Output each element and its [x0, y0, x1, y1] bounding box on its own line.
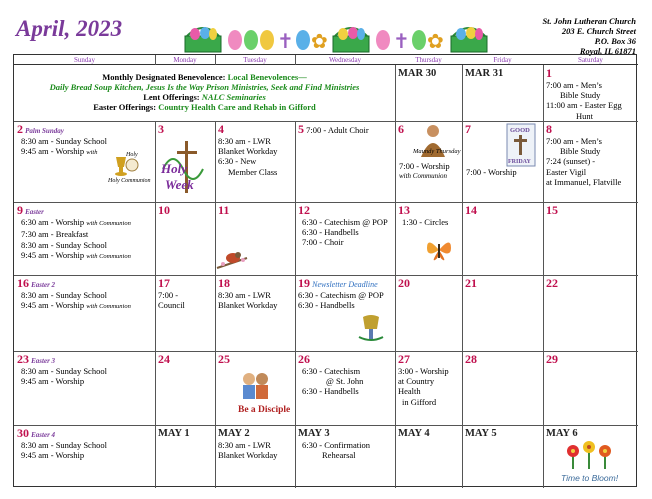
- date-label: MAY 3: [298, 428, 330, 439]
- event-line: 1:30 - Circles: [402, 217, 449, 227]
- date-label: 6: [398, 122, 404, 136]
- date-label: 7: [465, 122, 471, 136]
- event-sub: with Communion: [399, 172, 448, 181]
- day-header-sunday: Sunday: [14, 55, 155, 65]
- day-cell-7[interactable]: [462, 121, 543, 202]
- day-header-wednesday: Wednesday: [295, 55, 395, 65]
- event-line: Bible Study: [560, 146, 601, 157]
- day-cell-18[interactable]: [215, 275, 295, 351]
- calendar-grid: [13, 54, 637, 487]
- event-line: at Country: [398, 376, 435, 387]
- event-line: 11:00 am - Easter Egg: [546, 100, 622, 111]
- event-line: Council: [158, 300, 185, 311]
- benevolence-value: Local Benevolences—: [227, 72, 307, 82]
- event-line: Rehearsal: [322, 450, 356, 461]
- date-label: 9: [17, 203, 23, 217]
- day-cell-may3[interactable]: [295, 425, 395, 488]
- date-label: 2: [17, 122, 23, 136]
- day-cell-27[interactable]: [395, 351, 462, 425]
- event-line: 7:00 -: [158, 290, 179, 300]
- event-sub: with: [86, 149, 98, 157]
- event-sub: with Communion: [86, 252, 131, 260]
- event-line: 6:30 - Confirmation: [302, 440, 370, 450]
- event-line: 7:00 - Worship: [399, 161, 450, 171]
- church-city: Royal, IL 61871: [579, 46, 636, 56]
- easter-label: Easter Offerings:: [93, 102, 157, 112]
- day-cell-19[interactable]: [295, 275, 395, 351]
- disciple-caption: Be a Disciple: [238, 405, 291, 415]
- event-line: 6:30 - Handbells: [302, 227, 359, 238]
- day-cell-16[interactable]: [14, 275, 155, 351]
- day-header-saturday: Saturday: [543, 55, 638, 65]
- church-po-box: P.O. Box 36: [594, 36, 636, 46]
- event-line: 6:30 - Catechism @ POP: [298, 290, 384, 301]
- grid-line: [155, 55, 156, 65]
- event-line: Blanket Workday: [218, 146, 278, 157]
- date-label: 10: [158, 203, 170, 217]
- date-label: 17: [158, 276, 170, 290]
- event-line: 8:30 am - Sunday School: [21, 366, 107, 377]
- day-cell-30[interactable]: [14, 425, 155, 488]
- day-cell-2[interactable]: [14, 121, 155, 202]
- day-cell-6[interactable]: [395, 121, 462, 202]
- day-cell-8[interactable]: [543, 121, 638, 202]
- cross-icon: ✝: [277, 31, 294, 53]
- event-line: Blanket Workday: [218, 450, 278, 461]
- day-header-friday: Friday: [462, 55, 543, 65]
- date-label: 1: [546, 66, 552, 80]
- day-tag: Easter 3: [31, 357, 56, 365]
- event-line: 6:30 - Catechism @ POP: [302, 217, 388, 227]
- date-label: MAR 30: [398, 68, 437, 79]
- date-label: MAY 2: [218, 428, 250, 439]
- bird-on-branch-icon: [217, 246, 247, 272]
- day-cell-14[interactable]: [462, 202, 543, 275]
- date-label: 4: [218, 122, 224, 136]
- date-label: 21: [465, 276, 477, 290]
- event-line: 9:45 am - Worship: [21, 146, 85, 157]
- event-line: 7:00 - Choir: [302, 237, 344, 248]
- lent-value: NALC Seminaries: [201, 92, 266, 102]
- date-label: 12: [298, 203, 310, 217]
- date-label: MAR 31: [465, 68, 504, 79]
- day-cell-5[interactable]: [295, 121, 395, 202]
- event-line: 7:30 am - Breakfast: [21, 229, 89, 240]
- date-label: 20: [398, 276, 410, 290]
- date-label: 27: [398, 352, 410, 366]
- day-cell-may6[interactable]: [543, 425, 638, 488]
- grid-line: [295, 55, 296, 65]
- day-tag: Easter: [25, 208, 44, 216]
- event-line: in Gifford: [402, 396, 437, 407]
- event-line: 6:30 - Handbells: [302, 386, 359, 397]
- day-cell-24[interactable]: [155, 351, 215, 425]
- good-friday-icon: [506, 123, 536, 167]
- date-label: 25: [218, 352, 230, 366]
- event-line: 8:30 am - Sunday School: [21, 239, 107, 250]
- event-line: 8:30 am - LWR: [218, 290, 271, 300]
- event-line: 6:30 - New: [218, 156, 257, 167]
- date-label: 13: [398, 203, 410, 217]
- calendar-title: April, 2023: [16, 16, 123, 41]
- date-label: MAY 4: [398, 428, 430, 439]
- communion-icon: [104, 151, 151, 184]
- day-cell-10[interactable]: [155, 202, 215, 275]
- grid-line: [215, 55, 216, 65]
- day-cell-4[interactable]: [215, 121, 295, 202]
- event-line: 6:30 am - Worship: [21, 217, 85, 228]
- event-line: 8:30 am - LWR: [218, 440, 271, 450]
- egg-icon: [244, 30, 258, 50]
- event-sub: with Communion: [86, 220, 131, 228]
- day-cell-9[interactable]: [14, 202, 155, 275]
- day-cell-11[interactable]: [215, 202, 295, 275]
- event-line: Bible Study: [560, 90, 601, 101]
- event-line: 3:00 - Worship: [398, 366, 449, 376]
- day-cell-may2[interactable]: [215, 425, 295, 488]
- day-cell-17[interactable]: [155, 275, 215, 351]
- event-line: 8:30 am - Sunday School: [21, 440, 107, 451]
- basket-icon: [185, 27, 221, 52]
- day-header-thursday: Thursday: [395, 55, 462, 65]
- event-line: 7:00 am - Men’s: [546, 80, 602, 90]
- event-line: 6:30 - Handbells: [298, 300, 355, 311]
- day-cell-3[interactable]: [155, 121, 215, 202]
- maundy-caption: Maundy Thursday: [413, 148, 461, 155]
- easter-value: Country Health Care and Rehab in Gifford: [158, 102, 316, 112]
- date-label: 15: [546, 203, 558, 217]
- day-cell-25[interactable]: [215, 351, 295, 425]
- date-label: 24: [158, 352, 170, 366]
- day-cell-15[interactable]: [543, 202, 638, 275]
- date-label: MAY 6: [546, 428, 578, 439]
- date-label: MAY 1: [158, 428, 190, 439]
- event-sub: with Communion: [86, 303, 131, 311]
- svg-text:FRIDAY: FRIDAY: [508, 159, 531, 165]
- day-cell-23[interactable]: [14, 351, 155, 425]
- event-line: 8:30 am - Sunday School: [21, 290, 107, 301]
- communion-caption: Holy Communion: [108, 178, 151, 184]
- newsletter-deadline: Newsletter Deadline: [312, 280, 378, 289]
- event-line: 9:45 am - Worship: [21, 249, 85, 260]
- date-label: 29: [546, 352, 558, 366]
- date-label: 3: [158, 122, 164, 136]
- maundy-thursday-icon: [413, 123, 461, 159]
- egg-icon: [260, 30, 274, 50]
- event-line: at Immanuel, Flatville: [546, 176, 622, 187]
- day-cell-may1[interactable]: [155, 425, 215, 488]
- day-cell-may5[interactable]: [462, 425, 543, 488]
- event-line: 7:00 - Adult Choir: [306, 125, 369, 135]
- offerings-notes: [14, 65, 395, 121]
- day-cell-13[interactable]: [395, 202, 462, 275]
- event-line: Health: [398, 386, 421, 397]
- svg-text:Week: Week: [165, 177, 194, 192]
- date-label: 16: [17, 276, 29, 290]
- day-cell-26[interactable]: [295, 351, 395, 425]
- day-tag: Easter 4: [31, 431, 56, 439]
- svg-text:GOOD: GOOD: [510, 127, 530, 134]
- day-tag: Easter 2: [31, 281, 56, 289]
- date-label: 22: [546, 276, 558, 290]
- handbell-icon: [355, 311, 387, 343]
- butterfly-icon: [425, 236, 453, 264]
- day-cell-12[interactable]: [295, 202, 395, 275]
- day-tag: Palm Sunday: [25, 127, 64, 135]
- benevolence-label: Monthly Designated Benevolence:: [102, 72, 226, 82]
- date-label: 30: [17, 426, 29, 440]
- be-a-disciple-icon: [235, 369, 291, 415]
- egg-icon: [228, 30, 242, 50]
- lent-label: Lent Offerings:: [143, 92, 200, 102]
- date-label: 14: [465, 203, 477, 217]
- time-to-bloom-icon: [559, 439, 619, 485]
- flower-icon: ✿: [427, 31, 444, 53]
- event-line: 9:45 am - Worship: [21, 450, 85, 461]
- event-line: 8:30 am - LWR: [218, 136, 271, 146]
- svg-text:Holy: Holy: [126, 152, 138, 158]
- event-line: Blanket Workday: [218, 300, 278, 311]
- day-cell-22[interactable]: [543, 275, 638, 351]
- egg-icon: [412, 30, 426, 50]
- day-cell-28[interactable]: [462, 351, 543, 425]
- event-line: 9:45 am - Worship: [21, 376, 85, 387]
- easter-baskets-banner: [183, 22, 491, 54]
- church-street: 203 E. Church Street: [561, 26, 636, 36]
- egg-icon: [296, 30, 310, 50]
- event-line: Hunt: [576, 110, 593, 121]
- date-label: 8: [546, 122, 552, 136]
- event-line: Member Class: [228, 166, 278, 177]
- event-line: 7:00 - Worship: [466, 167, 517, 177]
- basket-icon: [333, 27, 369, 52]
- event-line: Easter Vigil: [546, 166, 587, 177]
- day-header-tuesday: Tuesday: [215, 55, 295, 65]
- date-label: 23: [17, 352, 29, 366]
- egg-icon: [376, 30, 390, 50]
- basket-icon: [451, 27, 487, 52]
- cross-icon: ✝: [393, 31, 410, 53]
- holy-week-icon: [159, 139, 207, 197]
- event-line: 6:30 - Catechism: [302, 366, 361, 376]
- date-label: 28: [465, 352, 477, 366]
- day-header-monday: Monday: [155, 55, 215, 65]
- date-label: 18: [218, 276, 230, 290]
- day-cell-21[interactable]: [462, 275, 543, 351]
- church-address: [542, 16, 636, 56]
- date-label: MAY 5: [465, 428, 497, 439]
- benevolence-detail: Daily Bread Soup Kitchen, Jesus Is the Way Prison Ministries, Seek and Find Ministries: [49, 82, 360, 92]
- bloom-caption: Time to Bloom!: [561, 473, 619, 483]
- church-name: St. John Lutheran Church: [542, 16, 636, 26]
- event-line: 8:30 am - Sunday School: [21, 136, 107, 147]
- date-label: 19: [298, 276, 310, 290]
- event-line: 7:00 am - Men’s: [546, 136, 602, 146]
- day-cell-mar30[interactable]: [395, 65, 462, 121]
- day-cell-20[interactable]: [395, 275, 462, 351]
- event-line: 7:24 (sunset) -: [546, 156, 596, 167]
- day-cell-1[interactable]: [543, 65, 638, 121]
- date-label: 5: [298, 122, 304, 136]
- date-label: 11: [218, 203, 230, 217]
- flower-icon: ✿: [311, 31, 328, 53]
- date-label: 26: [298, 352, 310, 366]
- day-cell-may4[interactable]: [395, 425, 462, 488]
- svg-text:Holy: Holy: [161, 161, 187, 176]
- day-cell-mar31[interactable]: [462, 65, 543, 121]
- day-cell-29[interactable]: [543, 351, 638, 425]
- event-line: 9:45 am - Worship: [21, 300, 85, 311]
- event-line: @ St. John: [326, 376, 364, 387]
